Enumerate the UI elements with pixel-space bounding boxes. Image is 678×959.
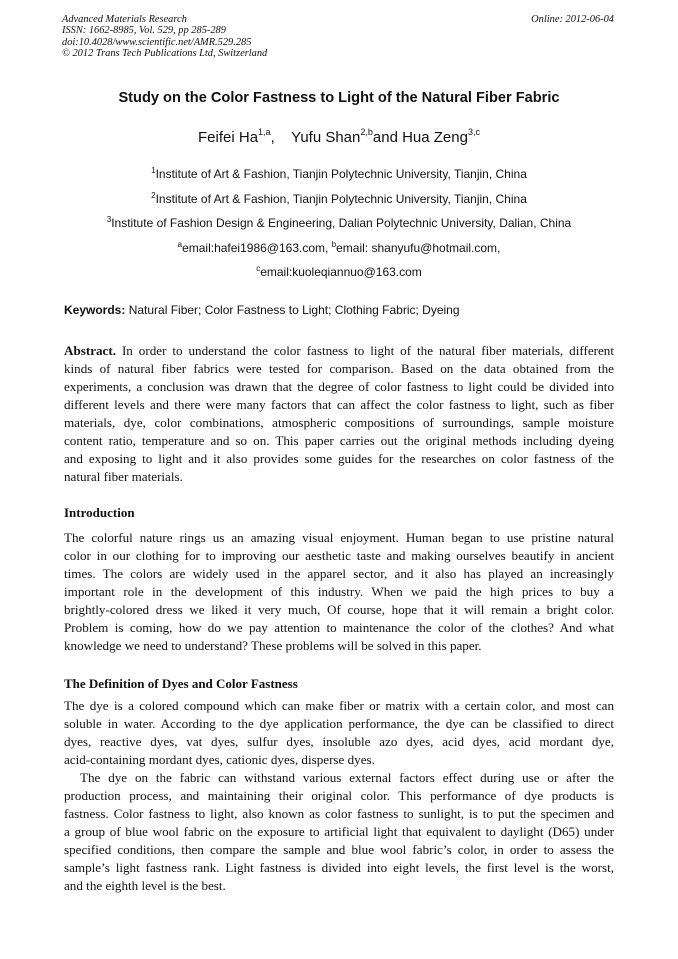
section-heading-definition: The Definition of Dyes and Color Fastness [64, 676, 298, 691]
body-line: production process, and maintaining their original color. This performance of dye products is [64, 788, 614, 803]
abstract-line: kinds of natural fiber fabrics were tested for comparison. Based on the data obtained from the [64, 361, 614, 376]
journal-name: Advanced Materials Research [62, 14, 187, 25]
affiliation-text: Institute of Art & Fashion, Tianjin Polytechnic University, Tianjin, China [155, 192, 527, 206]
author-superscript: 2,b [360, 127, 373, 137]
abstract-text: In order to understand the color fastness to light of the natural fiber materials, different [116, 343, 614, 358]
author-superscript: 3,c [467, 127, 480, 137]
abstract-line [64, 342, 614, 360]
section-heading-introduction: Introduction [64, 505, 135, 520]
abstract-line: experiments, a conclusion was drawn that the degree of color fastness to light could be divided into [64, 379, 614, 394]
body-line: acid-containing mordant dyes, cationic dyes, disperse dyes. [64, 752, 375, 767]
journal-header [62, 14, 267, 59]
email-line [0, 240, 678, 255]
author-name: and Hua Zeng [372, 129, 468, 146]
email-link[interactable]: email:kuoleqiannuo@163.com [260, 265, 422, 279]
body-line: color in our clothing for to improving our aesthetic taste and making ourselves beautify in ancient [64, 548, 614, 563]
email-link[interactable]: email: shanyufu@hotmail.com, [336, 241, 501, 255]
email-line [0, 264, 678, 279]
affiliation [0, 166, 678, 181]
introduction-body [64, 529, 614, 655]
email-superscript: b [331, 240, 337, 249]
body-line: sample’s light fastness rank. Light fastness is divided into eight levels, the first level is the worst, [64, 860, 614, 875]
body-line: The dye on the fabric can withstand various external factors effect during use or after the [80, 770, 614, 785]
body-line: and the eighth level is the best. [64, 878, 226, 893]
abstract [64, 342, 614, 486]
body-line: important role in the development of this industry. When we paid the high prices to buy a [64, 584, 614, 599]
journal-doi: doi:10.4028/www.scientific.net/AMR.529.285 [62, 36, 252, 48]
body-line: soluble in water. According to the dye application performance, the dye can be classified to direct [64, 716, 614, 731]
abstract-line: natural fiber materials. [64, 469, 183, 484]
body-line: dyes, reactive dyes, vat dyes, sulfur dyes, insoluble azo dyes, acid dyes, acid mordant dye, [64, 734, 614, 749]
abstract-label: Abstract. [64, 343, 116, 358]
affiliation-text: Institute of Art & Fashion, Tianjin Polytechnic University, Tianjin, China [155, 167, 527, 181]
email-link[interactable]: email:hafei1986@163.com, [182, 241, 332, 255]
body-line: specified conditions, then compare the sample and blue wool fabric’s color, in order to assess the [64, 842, 614, 857]
journal-copyright: © 2012 Trans Tech Publications Ltd, Switzerland [62, 47, 268, 59]
keywords-label: Keywords: [64, 303, 126, 317]
author-list [0, 128, 678, 146]
email-superscript: c [256, 264, 261, 273]
paper-title: Study on the Color Fastness to Light of the Natural Fiber Fabric [118, 90, 560, 106]
affiliation-text: Institute of Fashion Design & Engineering, Dalian Polytechnic University, Dalian, China [111, 216, 572, 230]
author-superscript: 1,a [258, 127, 271, 137]
body-line: Problem is coming, how do we pay attention to maintenance the color of the clothes? And what [64, 620, 614, 635]
author-separator: , [270, 129, 292, 146]
body-line: knowledge we need to understand? These problems will be solved in this paper. [64, 638, 482, 653]
definition-body [64, 697, 614, 895]
keywords [64, 303, 614, 317]
body-line: a group of blue wool fabric on the exposure to artificial light that equivalent to daylight (D65) under [64, 824, 614, 839]
affiliation-superscript: 1 [151, 166, 156, 175]
affiliation [0, 191, 678, 206]
author-name: Yufu Shan [291, 129, 361, 146]
online-date: Online: 2012-06-04 [531, 14, 614, 25]
affiliation-superscript: 3 [106, 215, 112, 224]
keywords-text: Natural Fiber; Color Fastness to Light; Clothing Fabric; Dyeing [125, 303, 460, 317]
abstract-line: different levels and there were many factors that can affect the color fastness to light, such as fiber [64, 397, 614, 412]
body-line: times. The colors are widely used in the apparel sector, and it also has played an increasingly [64, 566, 614, 581]
abstract-line: content ratio, temperature and so on. This paper carries out the original methods including dyeing [64, 433, 614, 448]
body-line: The dye is a colored compound which can make fiber or matrix with a certain color, and most can [64, 698, 614, 713]
affiliation-superscript: 2 [151, 191, 156, 200]
author-name: Feifei Ha [198, 129, 259, 146]
journal-issn: ISSN: 1662-8985, Vol. 529, pp 285-289 [62, 25, 226, 37]
affiliation [0, 215, 678, 230]
body-line: The colorful nature rings us an amazing visual enjoyment. Human began to use pristine natural [64, 530, 614, 545]
email-superscript: a [177, 240, 183, 249]
body-line: fastness. Color fastness to light, also known as color fastness to sunlight, is to put the specimen and [64, 806, 614, 821]
abstract-line: materials, dye, color combinations, atmospheric compositions of surroundings, sample moisture [64, 415, 614, 430]
body-line: brightly-colored dress we liked it very much, Of course, hope that it will remain a bright color. [64, 602, 614, 617]
abstract-line: and exposing to light and it also provides some guides for the researches on color fastness of the [64, 451, 614, 466]
